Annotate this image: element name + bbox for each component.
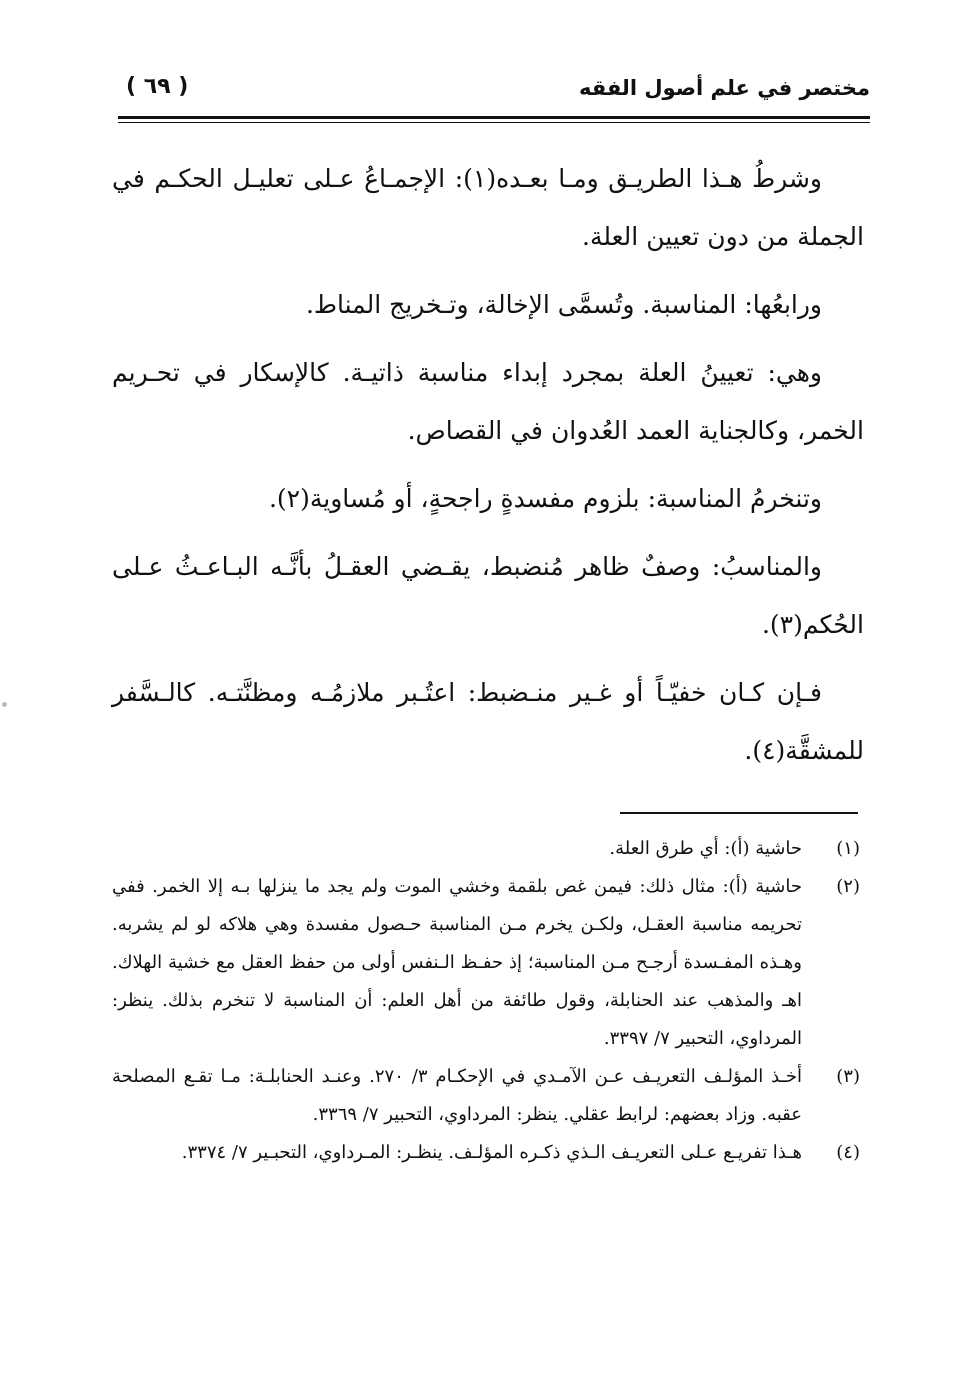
footnote [112, 830, 860, 868]
paragraph: وهي: تعيينُ العلة بمجرد إبداء مناسبة ذاتيـة. كالإسكار في تحـريم الخمر، وكالجناية العمد العُدوان في القصاص. [112, 358, 864, 445]
footnote [112, 868, 860, 1058]
paragraph: والمناسبُ: وصفٌ ظاهر مُنضبط، يقـضي العقـلُ بأنَّـه البـاعـثُ عـلى الحُكم(٣). [112, 552, 864, 639]
main-text [112, 150, 864, 790]
footnote-text: هـذا تفريـع عـلى التعريـف الـذي ذكـره المؤلـف. ينظـر: المـرداوي، التحبـير ٧/ ٣٣٧٤. [181, 1142, 802, 1163]
footnote-separator [620, 812, 858, 814]
footnote-text: حاشية (أ): مثال ذلك: فيمن غص بلقمة وخشي الموت ولم يجد ما ينزلها بـه إلا الخمر. ففي تحريمه مناسبة العقـل، ولكـن يخرم مـن المناسبة حـصول مفسدة وهي هلاكه لو لم يشربه. وهـذه المفـسدة أرجـح مـن المناسبة؛ إذ حفـظ الـنفس أولى من حفظ العقل مع خشية الهلاك. اهـ والمذهب عند الحنابلة، وقول طائفة من أهل العلم: أن المناسبة لا تنخرم بذلك. ينظر: المرداوي، التحبير ٧/ ٣٣٩٧. [112, 876, 802, 1049]
header-rule-thin [118, 122, 870, 123]
running-title: مختصر في علم أصول الفقه [578, 76, 870, 100]
footnote [112, 1058, 860, 1134]
footnotes [112, 830, 860, 1172]
footnote-number: (٢) [836, 876, 860, 897]
paragraph: وشرطُ هـذا الطريـق ومـا بعـده(١): الإجمـاعُ عـلى تعليـل الحكـم في الجملة من دون تعيين العلة. [112, 164, 864, 251]
paragraph: ورابعُها: المناسبة. وتُسمَّى الإخالة، وتـخريج المناط. [305, 290, 822, 319]
paragraph: فـإن كـان خفيّـاً أو غـير منـضبط: اعتُـبر ملازمُـه ومظنَّتـه. كالـسَّفر للمشقَّة(٤). [112, 678, 864, 765]
footnote-text: حاشية (أ): أي طرق العلة. [609, 838, 802, 859]
footnote-text: أخـذ المؤلـف التعريـف عـن الآمـدي في الإحكـام ٣/ ٢٧٠. وعنـد الحنابلـة: مـا تقـع المصلحة عقبه. وزاد بعضهم: لرابط عقلي. ينظر: المرداوي، التحبير ٧/ ٣٣٦٩. [112, 1066, 802, 1125]
paragraph: وتنخرمُ المناسبة: بلزوم مفسدةٍ راجحةٍ، أو مُساوية(٢). [268, 484, 822, 513]
footnote-number: (٤) [836, 1142, 860, 1163]
scan-speck [2, 702, 7, 707]
footnote-number: (١) [836, 838, 860, 859]
page-header [118, 66, 870, 110]
footnote-number: (٣) [836, 1066, 860, 1087]
page-number: ( ٦٩ ) [126, 74, 189, 99]
footnote [112, 1134, 860, 1172]
header-rule [118, 116, 870, 119]
